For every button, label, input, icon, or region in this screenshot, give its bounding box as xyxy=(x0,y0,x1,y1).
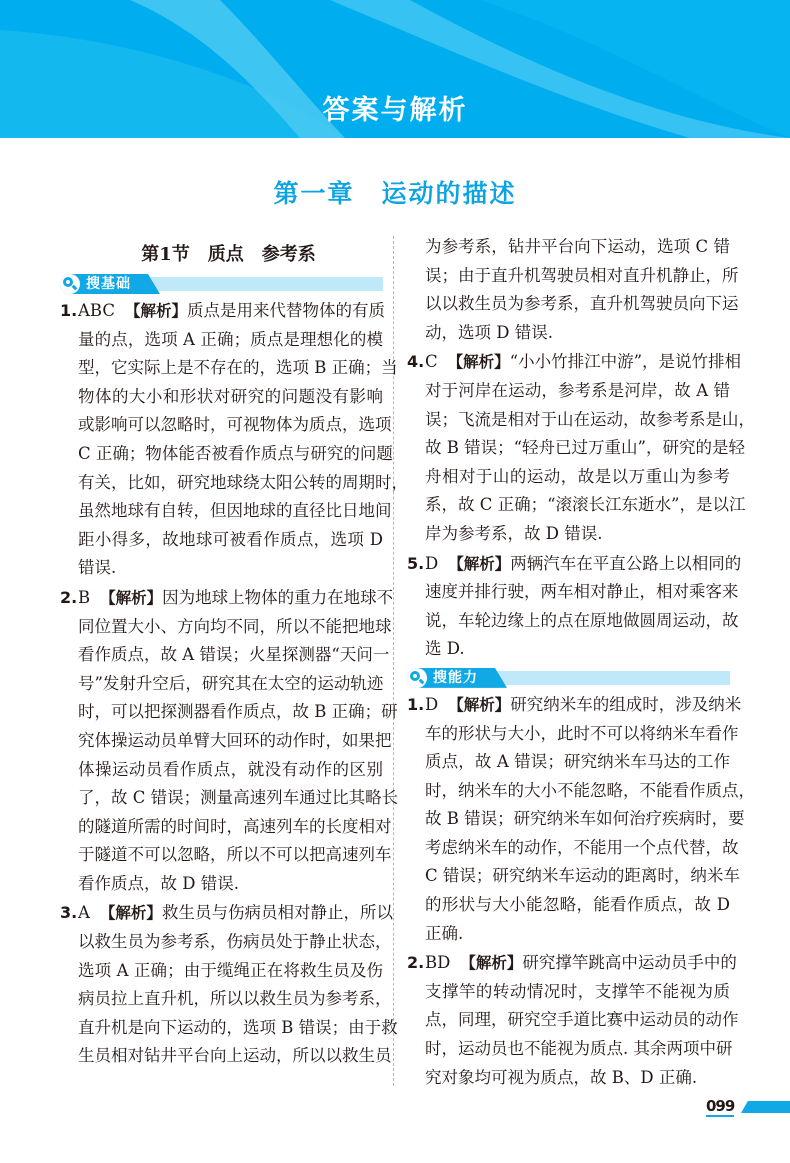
answer-line: 故 B 错误；“轻舟已过万重山”，研究的是轻 xyxy=(425,438,745,458)
answer-line: 距小得多，故地球可被看作质点，选项 D xyxy=(78,529,383,549)
answer-item xyxy=(60,297,408,583)
answer-line: 直升机是向下运动的，选项 B 错误；由于救 xyxy=(78,1017,398,1037)
analysis-tag: 【解析】 xyxy=(460,954,523,973)
section-bar-ability xyxy=(407,668,730,688)
analysis-text: 研究撑竿跳高中运动员手中的 xyxy=(522,953,737,973)
answer-item xyxy=(407,949,739,1092)
analysis-tag: 【解析】 xyxy=(447,353,510,372)
section-title: 第1节 质点 参考系 xyxy=(141,244,316,265)
answer-item xyxy=(407,691,755,948)
item-number: 3. xyxy=(60,903,78,923)
section-bar-label: 搜基础 xyxy=(86,276,131,292)
section-bar-basic xyxy=(60,274,383,294)
analysis-text: 研究纳米车的组成时，涉及纳米 xyxy=(510,694,742,714)
answer-line: 量的点，选项 A 正确；质点是理想化的模 xyxy=(78,329,383,349)
left-column xyxy=(60,241,408,1072)
answer-line: 误；飞流是相对于山在运动，故参考系是山， xyxy=(425,409,755,429)
right-column xyxy=(407,233,755,1093)
analysis-tag: 【解析】 xyxy=(100,588,163,607)
answer-line: 同位置大小、方向均不同，所以不能把地球 xyxy=(78,616,392,636)
answer-line: 为参考系，钻井平台向下运动，选项 C 错 xyxy=(425,237,730,256)
analysis-tag: 【解析】 xyxy=(448,695,511,714)
answer-line: 时，纳米车的大小不能忽略，不能看作质点， xyxy=(425,780,755,800)
answer-line: 号”发射升空后，研究其在太空的运动轨迹 xyxy=(78,673,384,693)
answer-line: 速度并排行驶，两车相对静止，相对乘客来 xyxy=(425,582,739,602)
answer-line: C 错误；研究纳米车运动的距离时，纳米车 xyxy=(425,866,740,886)
page-title: 答案与解析 xyxy=(322,95,468,126)
answer-line: 以救生员为参考系，伤病员处于静止状态， xyxy=(78,932,392,952)
analysis-tag: 【解析】 xyxy=(448,554,511,573)
answer-choice: D xyxy=(425,553,439,573)
answer-choice: A xyxy=(78,903,90,923)
answer-line: 或影响可以忽略时，可视物体为质点，选项 xyxy=(78,415,392,435)
answer-line xyxy=(60,899,393,928)
answer-line: 有关，比如，研究地球绕太阳公转的周期时， xyxy=(78,472,408,492)
answer-list-ability xyxy=(407,691,755,1092)
answer-line: 病员拉上直升机，所以以救生员为参考系， xyxy=(78,989,392,1009)
answer-line: 说，车轮边缘上的点在原地做圆周运动，故 xyxy=(425,610,739,630)
answer-line: 考虑纳米车的动作，不能用一个点代替，故 xyxy=(425,837,739,857)
answer-line xyxy=(407,691,742,720)
search-icon xyxy=(60,274,80,294)
answer-line: C 正确；物体能否被看作质点与研究的问题 xyxy=(78,443,393,463)
item-number: 1. xyxy=(60,301,78,320)
answer-line xyxy=(407,949,737,978)
answer-line: 以以救生员为参考系，直升机驾驶员向下运 xyxy=(425,294,739,314)
answer-line: 究对象均可视为质点，故 B、D 正确. xyxy=(425,1067,698,1087)
answer-line: 的形状与大小能忽略，能看作质点，故 D xyxy=(425,895,730,915)
answer-line: 错误. xyxy=(78,558,117,578)
analysis-tag: 【解析】 xyxy=(124,302,187,320)
item-number: 2. xyxy=(60,587,78,607)
section-bar-label: 搜能力 xyxy=(433,669,478,686)
analysis-text: 因为地球上物体的重力在地球不 xyxy=(162,587,394,607)
answer-line xyxy=(60,297,383,326)
answer-line: 岸为参考系，故 D 错误. xyxy=(425,523,603,543)
answer-line: 看作质点，故 A 错误；火星探测器“天问一 xyxy=(78,645,390,665)
analysis-text: 救生员与伤病员相对静止，所以 xyxy=(161,903,393,923)
answer-line: 体操运动员看作质点，就没有动作的区别 xyxy=(78,759,383,779)
answer-line: 车的形状与大小，此时不可以将纳米车看作 xyxy=(425,723,739,743)
answer-line: 时，运动员也不能视为质点. 其余两项中研 xyxy=(425,1039,733,1059)
analysis-text: 质点是用来代替物体的有质 xyxy=(187,301,385,320)
search-icon xyxy=(407,668,427,688)
answer-line: 了，故 C 错误；测量高速列车通过比其略长 xyxy=(78,788,399,808)
answer-line: 误；由于直升机驾驶员相对直升机静止，所 xyxy=(425,265,739,285)
item-number: 5. xyxy=(407,553,425,573)
answer-line xyxy=(60,584,394,613)
answer-line: 生员相对钻井平台向上运动，所以以救生员 xyxy=(78,1046,392,1066)
page-number-stripe xyxy=(741,1101,790,1113)
answer-list-basic xyxy=(60,297,408,1071)
answer-item xyxy=(407,233,739,347)
answer-item xyxy=(407,550,742,664)
answer-line: 系，故 C 正确；“滚滚长江东逝水”，是以江 xyxy=(425,495,746,515)
answer-line: 舟相对于山的运动，故是以万重山为参考 xyxy=(425,466,730,486)
header-banner xyxy=(0,0,790,138)
item-number: 1. xyxy=(407,694,425,714)
answer-choice: ABC xyxy=(78,301,115,320)
answer-list-basic-continued xyxy=(407,233,755,664)
answer-line: 点，同理，研究空手道比赛中运动员的动作 xyxy=(425,1010,739,1030)
answer-line xyxy=(407,348,742,377)
chapter-title: 第一章 运动的描述 xyxy=(273,179,517,208)
item-number: 4. xyxy=(407,352,425,372)
answer-choice: C xyxy=(425,352,438,372)
answer-line: 支撑竿的转动情况时，支撑竿不能视为质 xyxy=(425,981,730,1001)
answer-item xyxy=(60,584,399,899)
answer-line: 选项 A 正确；由于缆绳正在将救生员及伤 xyxy=(78,960,383,980)
answer-line: 动，选项 D 错误. xyxy=(425,322,553,342)
answer-choice: BD xyxy=(425,953,451,973)
analysis-text: 两辆汽车在平直公路上以相同的 xyxy=(510,553,742,573)
answer-line: 看作质点，故 D 错误. xyxy=(78,873,239,893)
answer-line: 故 B 错误；研究纳米车如何治疗疾病时，要 xyxy=(425,809,745,829)
answer-line: 质点，故 A 错误；研究纳米车马达的工作 xyxy=(425,752,730,772)
answer-line: 型，它实际上是不存在的，选项 B 正确；当 xyxy=(78,358,398,378)
answer-choice: D xyxy=(425,694,439,714)
item-number: 2. xyxy=(407,953,425,973)
answer-line: 正确. xyxy=(425,923,464,943)
answer-line: 于隧道不可以忽略，所以不可以把高速列车 xyxy=(78,845,392,865)
answer-line: 选 D. xyxy=(425,639,465,659)
answer-line xyxy=(407,550,742,579)
analysis-tag: 【解析】 xyxy=(99,904,162,923)
answer-line: 时，可以把探测器看作质点，故 B 正确；研 xyxy=(78,702,398,722)
answer-item xyxy=(407,348,755,548)
answer-line: 究体操运动员单臂大回环的动作时，如果把 xyxy=(78,730,392,750)
answer-line: 对于河岸在运动，参考系是河岸，故 A 错 xyxy=(425,380,730,400)
answer-choice: B xyxy=(78,587,91,607)
answer-line: 物体的大小和形状对研究的问题没有影响 xyxy=(78,386,383,406)
answer-line: 的隧道所需的时间时，高速列车的长度相对 xyxy=(78,816,392,836)
answer-line: 虽然地球有自转，但因地球的直径比日地间 xyxy=(78,501,392,521)
page-number: 099 xyxy=(706,1097,735,1115)
answer-item xyxy=(60,899,398,1071)
analysis-text: “小小竹排江中游”，是说竹排相 xyxy=(509,352,742,372)
